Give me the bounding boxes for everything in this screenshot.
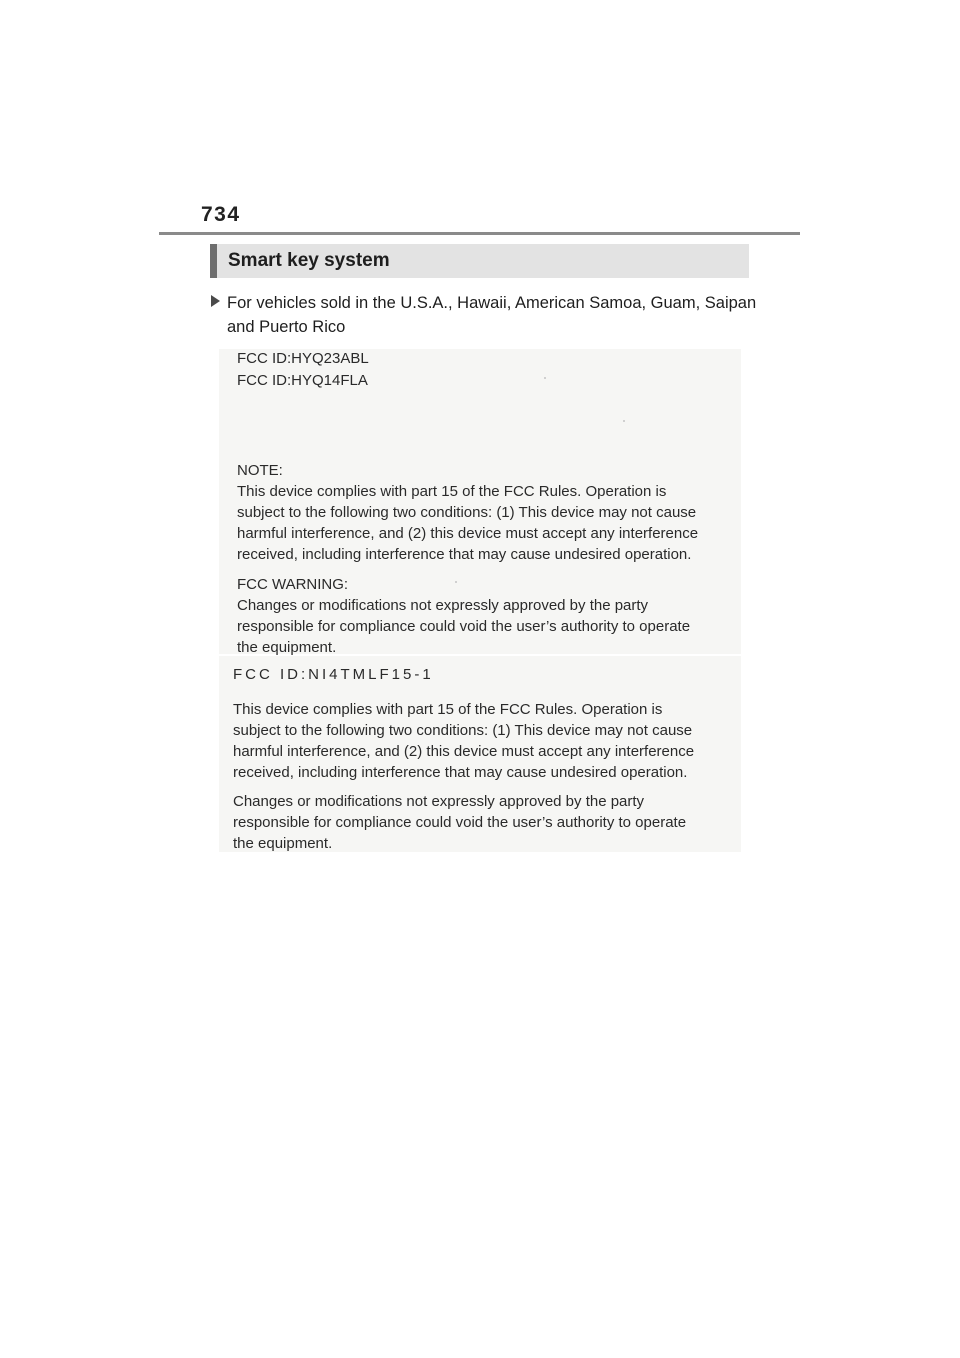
warning-heading: FCC WARNING: — [237, 576, 349, 593]
compliance-line: harmful interference, and (2) this device must accept any interference — [233, 743, 695, 760]
warning-line: Changes or modifications not expressly approved by the party — [233, 793, 645, 810]
section-header — [210, 244, 749, 278]
top-rule-divider — [159, 232, 800, 235]
scan-speck — [623, 420, 625, 422]
section-title: Smart key system — [228, 250, 390, 271]
warning-line: the equipment. — [233, 835, 333, 852]
note-line: subject to the following two conditions: (1) This device may not cause — [237, 504, 697, 521]
note-heading: NOTE: — [237, 462, 283, 479]
fcc-id-line: FCC ID:NI4TMLF15-1 — [233, 666, 434, 683]
note-line: received, including interference that may cause undesired operation. — [237, 546, 692, 563]
bullet-text: For vehicles sold in the U.S.A., Hawaii, American Samoa, Guam, Saipan and Puerto Rico — [227, 294, 757, 336]
fcc-label-image-ni4 — [219, 656, 741, 852]
page-number: 734 — [201, 203, 241, 226]
note-line: harmful interference, and (2) this device must accept any interference — [237, 525, 699, 542]
fcc-label-image-hyq — [219, 349, 741, 654]
fcc-id-line: FCC ID:HYQ14FLA — [237, 372, 368, 389]
warning-line: responsible for compliance could void the user’s authority to operate — [237, 618, 691, 635]
compliance-line: subject to the following two conditions: (1) This device may not cause — [233, 722, 693, 739]
warning-line: Changes or modifications not expressly approved by the party — [237, 597, 649, 614]
scan-speck — [455, 581, 457, 583]
warning-line: responsible for compliance could void the user’s authority to operate — [233, 814, 687, 831]
note-line: This device complies with part 15 of the FCC Rules. Operation is — [237, 483, 667, 500]
triangle-bullet-icon — [211, 295, 220, 307]
warning-line: the equipment. — [237, 639, 337, 656]
compliance-line: received, including interference that may cause undesired operation. — [233, 764, 688, 781]
scan-speck — [544, 377, 546, 379]
compliance-line: This device complies with part 15 of the FCC Rules. Operation is — [233, 701, 663, 718]
fcc-id-line: FCC ID:HYQ23ABL — [237, 350, 369, 367]
